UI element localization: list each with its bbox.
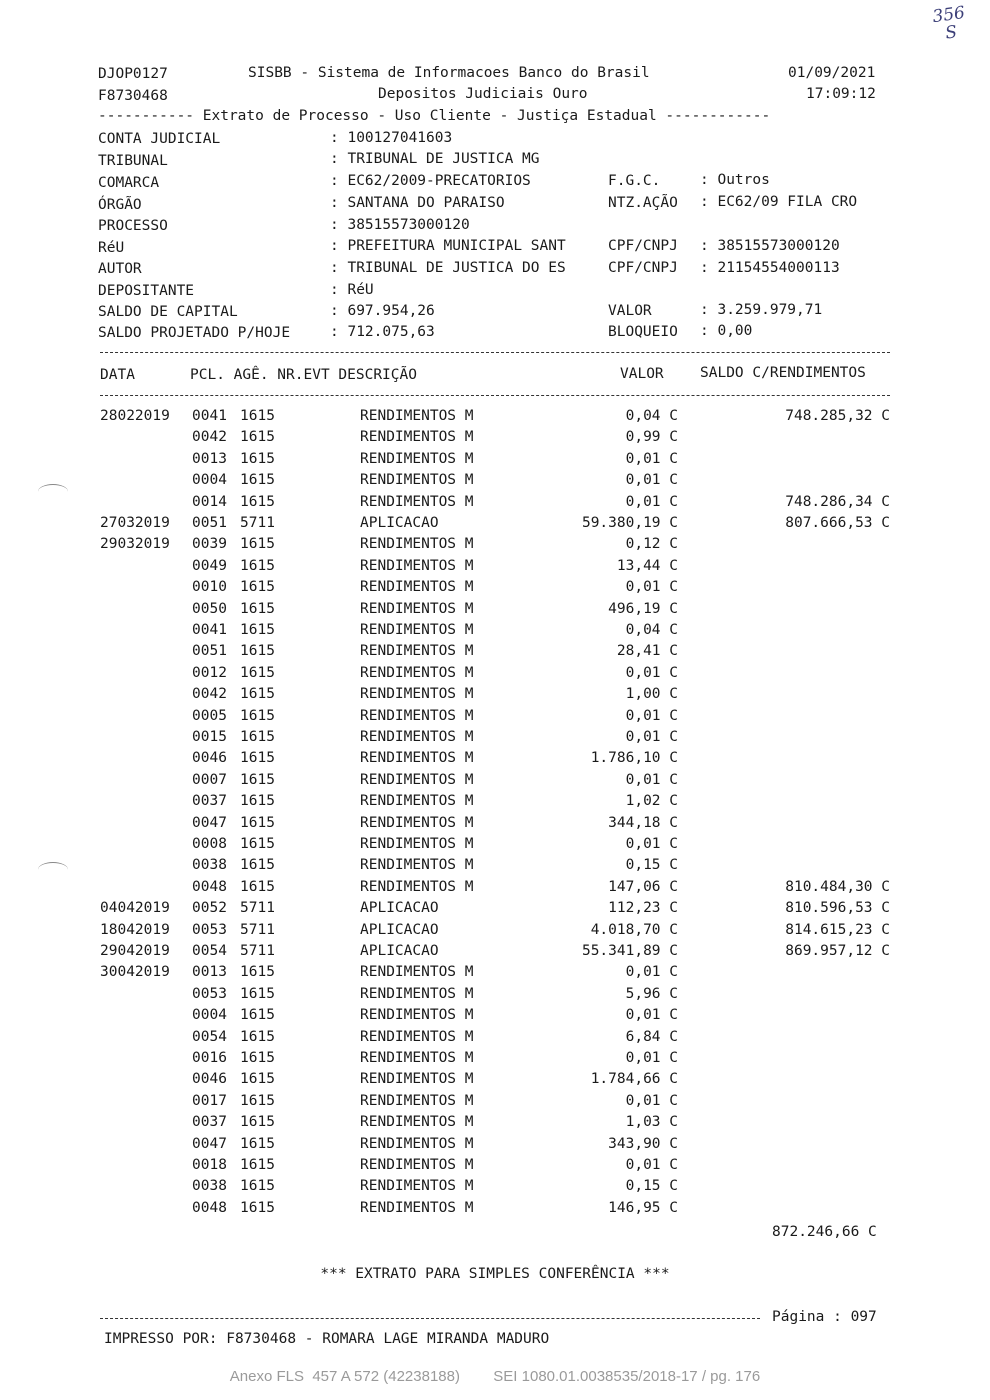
row-description: RENDIMENTOS M: [360, 750, 474, 767]
row-balance: 810.484,30 C: [785, 878, 890, 895]
row-agency: 1615: [240, 429, 275, 446]
autor-label: AUTOR: [98, 261, 142, 277]
row-agency: 1615: [240, 985, 275, 1002]
row-value: 0,01 C: [625, 493, 678, 510]
conference-note: *** EXTRATO PARA SIMPLES CONFERÊNCIA ***: [320, 1266, 670, 1282]
row-description: RENDIMENTOS M: [360, 857, 474, 874]
row-pcl: 0054: [192, 1028, 227, 1045]
table-row: [0, 427, 990, 448]
table-row: [0, 513, 990, 534]
row-pcl: 0012: [192, 664, 227, 681]
row-agency: 1615: [240, 793, 275, 810]
row-agency: 1615: [240, 664, 275, 681]
row-agency: 1615: [240, 622, 275, 638]
table-row: [0, 984, 990, 1005]
row-agency: 1615: [240, 1114, 275, 1131]
row-description: RENDIMENTOS M: [360, 836, 474, 852]
row-pcl: 0004: [192, 1007, 227, 1024]
row-value: 112,23 C: [608, 900, 678, 917]
row-description: RENDIMENTOS M: [360, 1007, 474, 1024]
row-description: RENDIMENTOS M: [360, 429, 474, 446]
row-agency: 1615: [240, 1007, 275, 1024]
table-row: [0, 1112, 990, 1133]
row-description: RENDIMENTOS M: [360, 1092, 474, 1109]
row-description: RENDIMENTOS M: [360, 771, 474, 788]
table-row: [0, 898, 990, 919]
reu-cnpj-label: CPF/CNPJ: [608, 238, 678, 254]
table-row: [0, 1176, 990, 1197]
row-balance: 869.957,12 C: [785, 943, 890, 959]
table-row: [0, 706, 990, 727]
reu-cnpj-value: : 38515573000120: [700, 238, 840, 254]
row-pcl: 0004: [192, 472, 227, 489]
row-agency: 1615: [240, 750, 275, 767]
row-date: 27032019: [100, 515, 170, 531]
row-agency: 1615: [240, 836, 275, 852]
table-row: [0, 534, 990, 555]
table-row: [0, 1069, 990, 1090]
table-row: [0, 962, 990, 983]
table-row: [0, 748, 990, 769]
row-agency: 1615: [240, 814, 275, 831]
row-description: RENDIMENTOS M: [360, 985, 474, 1002]
row-description: RENDIMENTOS M: [360, 1028, 474, 1045]
row-date: 29032019: [100, 536, 170, 553]
table-row: [0, 492, 990, 513]
autor-cnpj-value: : 21154554000113: [700, 260, 840, 276]
row-value: 0,15 C: [625, 857, 678, 874]
report-title: ----------- Extrato de Processo - Uso Cliente - Justiça Estadual ------------: [98, 108, 771, 124]
row-value: 55.341,89 C: [581, 943, 678, 959]
comarca-value: : EC62/2009-PRECATORIOS: [330, 173, 531, 189]
row-pcl: 0015: [192, 729, 227, 745]
row-pcl: 0013: [192, 964, 227, 981]
row-value: 0,01 C: [625, 707, 678, 724]
autor-cnpj-label: CPF/CNPJ: [608, 260, 678, 276]
row-value: 0,01 C: [625, 1157, 678, 1173]
fgc-value: : Outros: [700, 172, 770, 188]
row-description: RENDIMENTOS M: [360, 622, 474, 638]
row-pcl: 0054: [192, 943, 227, 959]
table-row: [0, 1155, 990, 1176]
saldo-capital-label: SALDO DE CAPITAL: [98, 304, 238, 320]
row-value: 1.784,66 C: [590, 1071, 678, 1088]
user-code: F8730468: [98, 88, 168, 104]
row-pcl: 0053: [192, 921, 227, 938]
row-description: RENDIMENTOS M: [360, 408, 474, 424]
row-pcl: 0039: [192, 536, 227, 553]
row-value: 6,84 C: [625, 1028, 678, 1045]
row-pcl: 0038: [192, 857, 227, 874]
row-pcl: 0017: [192, 1092, 227, 1109]
row-date: 04042019: [100, 900, 170, 917]
printed-by: IMPRESSO POR: F8730468 - ROMARA LAGE MIRANDA MADURO: [104, 1331, 550, 1347]
row-value: 0,01 C: [625, 836, 678, 852]
table-row: [0, 791, 990, 812]
table-row: [0, 834, 990, 855]
page-number: Página : 097: [772, 1309, 877, 1325]
row-agency: 1615: [240, 707, 275, 724]
row-pcl: 0041: [192, 408, 227, 424]
row-value: 0,12 C: [625, 536, 678, 553]
row-value: 0,01 C: [625, 472, 678, 489]
bloqueio-value: : 0,00: [700, 323, 753, 339]
row-description: RENDIMENTOS M: [360, 707, 474, 724]
report-date: 01/09/2021: [788, 65, 876, 81]
row-value: 1,00 C: [625, 686, 678, 703]
row-value: 1,02 C: [625, 793, 678, 810]
row-value: 13,44 C: [616, 557, 678, 574]
row-description: RENDIMENTOS M: [360, 643, 474, 660]
reu-label: RéU: [98, 240, 125, 256]
row-date: 28022019: [100, 408, 170, 424]
row-agency: 1615: [240, 1071, 275, 1088]
row-pcl: 0008: [192, 836, 227, 852]
annex-reference: Anexo FLS 457 A 572 (42238188) SEI 1080.01.0038535/2018-17 / pg. 176: [229, 1368, 761, 1385]
row-pcl: 0041: [192, 622, 227, 638]
valor-label: VALOR: [608, 303, 652, 319]
row-agency: 1615: [240, 1028, 275, 1045]
table-row: [0, 855, 990, 876]
fgc-label: F.G.C.: [608, 173, 661, 189]
row-description: RENDIMENTOS M: [360, 557, 474, 574]
row-balance: 748.285,32 C: [785, 408, 890, 424]
row-pcl: 0051: [192, 515, 227, 531]
row-value: 5,96 C: [625, 985, 678, 1002]
row-value: 0,01 C: [625, 1007, 678, 1024]
row-value: 0,04 C: [625, 622, 678, 638]
table-row: [0, 577, 990, 598]
table-row: [0, 813, 990, 834]
row-agency: 1615: [240, 729, 275, 745]
row-value: 0,01 C: [625, 579, 678, 596]
row-pcl: 0014: [192, 493, 227, 510]
row-agency: 1615: [240, 557, 275, 574]
row-pcl: 0050: [192, 600, 227, 617]
row-description: RENDIMENTOS M: [360, 664, 474, 681]
report-code: DJOP0127: [98, 66, 168, 82]
row-description: RENDIMENTOS M: [360, 878, 474, 895]
row-date: 18042019: [100, 921, 170, 938]
row-pcl: 0038: [192, 1178, 227, 1195]
processo-label: PROCESSO: [98, 218, 168, 234]
row-value: 496,19 C: [608, 600, 678, 617]
row-pcl: 0005: [192, 707, 227, 724]
row-value: 147,06 C: [608, 878, 678, 895]
row-description: RENDIMENTOS M: [360, 1071, 474, 1088]
col-pcl-age-desc: PCL. AGÊ. NR.EVT DESCRIÇÃO: [190, 367, 417, 383]
table-row: [0, 599, 990, 620]
row-agency: 5711: [240, 921, 275, 938]
row-description: RENDIMENTOS M: [360, 1199, 474, 1216]
ntz-acao-value: : EC62/09 FILA CRO: [700, 194, 858, 210]
system-name: SISBB - Sistema de Informacoes Banco do Brasil: [248, 65, 650, 81]
row-agency: 5711: [240, 900, 275, 917]
row-pcl: 0013: [192, 450, 227, 467]
row-description: RENDIMENTOS M: [360, 814, 474, 831]
orgao-label: ÓRGÃO: [98, 197, 142, 213]
row-value: 59.380,19 C: [581, 515, 678, 531]
depositante-value: : RéU: [330, 282, 374, 298]
tribunal-label: TRIBUNAL: [98, 153, 168, 169]
table-row: [0, 1005, 990, 1026]
row-description: APLICACAO: [360, 943, 439, 959]
processo-value: : 38515573000120: [330, 217, 470, 233]
row-agency: 1615: [240, 1199, 275, 1216]
table-row: [0, 620, 990, 641]
ntz-acao-label: NTZ.AÇÃO: [608, 195, 678, 211]
row-description: RENDIMENTOS M: [360, 600, 474, 617]
row-value: 0,01 C: [625, 729, 678, 745]
row-description: APLICACAO: [360, 515, 439, 531]
row-balance: 807.666,53 C: [785, 515, 890, 531]
row-agency: 1615: [240, 450, 275, 467]
table-row: [0, 941, 990, 962]
row-agency: 1615: [240, 408, 275, 424]
row-pcl: 0049: [192, 557, 227, 574]
conta-value: : 100127041603: [330, 130, 453, 146]
row-description: APLICACAO: [360, 921, 439, 938]
row-agency: 1615: [240, 600, 275, 617]
row-description: RENDIMENTOS M: [360, 493, 474, 510]
subsystem-name: Depositos Judiciais Ouro: [378, 86, 588, 102]
depositante-label: DEPOSITANTE: [98, 283, 195, 299]
row-agency: 1615: [240, 1135, 275, 1152]
row-value: 0,01 C: [625, 1050, 678, 1066]
row-description: RENDIMENTOS M: [360, 579, 474, 596]
row-value: 0,15 C: [625, 1178, 678, 1195]
saldo-capital-value: : 697.954,26: [330, 303, 435, 319]
divider: [100, 1318, 760, 1319]
row-agency: 5711: [240, 943, 275, 959]
row-description: RENDIMENTOS M: [360, 1114, 474, 1131]
row-value: 0,01 C: [625, 664, 678, 681]
row-agency: 1615: [240, 878, 275, 895]
row-balance: 814.615,23 C: [785, 921, 890, 938]
row-agency: 1615: [240, 1092, 275, 1109]
row-value: 0,99 C: [625, 429, 678, 446]
row-agency: 5711: [240, 515, 275, 531]
col-data: DATA: [100, 367, 135, 383]
table-row: [0, 641, 990, 662]
row-pcl: 0051: [192, 643, 227, 660]
table-row: [0, 1048, 990, 1069]
row-value: 1,03 C: [625, 1114, 678, 1131]
row-description: RENDIMENTOS M: [360, 1135, 474, 1152]
handwritten-number: 356: [931, 2, 967, 28]
table-row: [0, 406, 990, 427]
handwritten-letter: S: [944, 22, 959, 44]
row-balance: 810.596,53 C: [785, 900, 890, 917]
table-row: [0, 1091, 990, 1112]
table-row: [0, 1134, 990, 1155]
table-row: [0, 770, 990, 791]
saldo-projetado-value: : 712.075,63: [330, 324, 435, 340]
row-agency: 1615: [240, 964, 275, 981]
row-agency: 1615: [240, 1050, 275, 1066]
row-description: APLICACAO: [360, 900, 439, 917]
table-row: [0, 920, 990, 941]
col-valor: VALOR: [620, 366, 664, 382]
row-description: RENDIMENTOS M: [360, 729, 474, 745]
conta-label: CONTA JUDICIAL: [98, 131, 221, 147]
row-pcl: 0052: [192, 900, 227, 917]
handwritten-page-number: [926, 3, 975, 45]
row-agency: 1615: [240, 857, 275, 874]
row-pcl: 0007: [192, 771, 227, 788]
row-description: RENDIMENTOS M: [360, 450, 474, 467]
row-description: RENDIMENTOS M: [360, 964, 474, 981]
row-pcl: 0042: [192, 429, 227, 446]
row-description: RENDIMENTOS M: [360, 793, 474, 810]
row-value: 1.786,10 C: [590, 750, 678, 767]
row-agency: 1615: [240, 472, 275, 489]
table-row: [0, 470, 990, 491]
row-value: 343,90 C: [608, 1135, 678, 1152]
row-pcl: 0037: [192, 1114, 227, 1131]
row-description: RENDIMENTOS M: [360, 1050, 474, 1066]
report-time: 17:09:12: [806, 86, 876, 102]
row-agency: 1615: [240, 1157, 275, 1173]
row-pcl: 0042: [192, 686, 227, 703]
row-pcl: 0016: [192, 1050, 227, 1066]
col-saldo: SALDO C/RENDIMENTOS: [700, 365, 866, 381]
table-row: [0, 1198, 990, 1219]
row-pcl: 0047: [192, 814, 227, 831]
row-agency: 1615: [240, 1178, 275, 1195]
row-balance: 748.286,34 C: [785, 493, 890, 510]
table-row: [0, 877, 990, 898]
divider: [100, 395, 890, 396]
row-description: RENDIMENTOS M: [360, 472, 474, 489]
row-description: RENDIMENTOS M: [360, 686, 474, 703]
row-value: 0,04 C: [625, 408, 678, 424]
row-date: 29042019: [100, 943, 170, 959]
table-row: [0, 727, 990, 748]
row-value: 0,01 C: [625, 1092, 678, 1109]
row-date: 30042019: [100, 964, 170, 981]
divider: [100, 352, 890, 353]
row-agency: 1615: [240, 493, 275, 510]
row-pcl: 0053: [192, 985, 227, 1002]
row-description: RENDIMENTOS M: [360, 1157, 474, 1173]
row-value: 344,18 C: [608, 814, 678, 831]
reu-value: : PREFEITURA MUNICIPAL SANT: [330, 238, 566, 254]
row-agency: 1615: [240, 536, 275, 553]
row-pcl: 0037: [192, 793, 227, 810]
bloqueio-label: BLOQUEIO: [608, 324, 678, 340]
row-pcl: 0046: [192, 1071, 227, 1088]
table-row: [0, 663, 990, 684]
row-value: 0,01 C: [625, 964, 678, 981]
comarca-label: COMARCA: [98, 175, 160, 191]
row-pcl: 0047: [192, 1135, 227, 1152]
row-description: RENDIMENTOS M: [360, 1178, 474, 1195]
table-row: [0, 684, 990, 705]
row-value: 146,95 C: [608, 1199, 678, 1216]
row-value: 28,41 C: [616, 643, 678, 660]
row-value: 0,01 C: [625, 450, 678, 467]
table-row: [0, 556, 990, 577]
orgao-value: : SANTANA DO PARAISO: [330, 195, 505, 211]
table-row: [0, 449, 990, 470]
row-agency: 1615: [240, 643, 275, 660]
row-pcl: 0048: [192, 878, 227, 895]
row-agency: 1615: [240, 579, 275, 596]
row-value: 0,01 C: [625, 771, 678, 788]
valor-value: : 3.259.979,71: [700, 302, 823, 318]
row-pcl: 0018: [192, 1157, 227, 1173]
final-balance: 872.246,66 C: [772, 1224, 877, 1240]
saldo-projetado-label: SALDO PROJETADO P/HOJE: [98, 325, 291, 341]
row-pcl: 0048: [192, 1199, 227, 1216]
row-agency: 1615: [240, 771, 275, 788]
row-value: 4.018,70 C: [590, 921, 678, 938]
table-row: [0, 1027, 990, 1048]
row-pcl: 0046: [192, 750, 227, 767]
row-description: RENDIMENTOS M: [360, 536, 474, 553]
autor-value: : TRIBUNAL DE JUSTICA DO ES: [330, 260, 566, 276]
row-agency: 1615: [240, 686, 275, 703]
row-pcl: 0010: [192, 579, 227, 596]
tribunal-value: : TRIBUNAL DE JUSTICA MG: [330, 151, 540, 167]
